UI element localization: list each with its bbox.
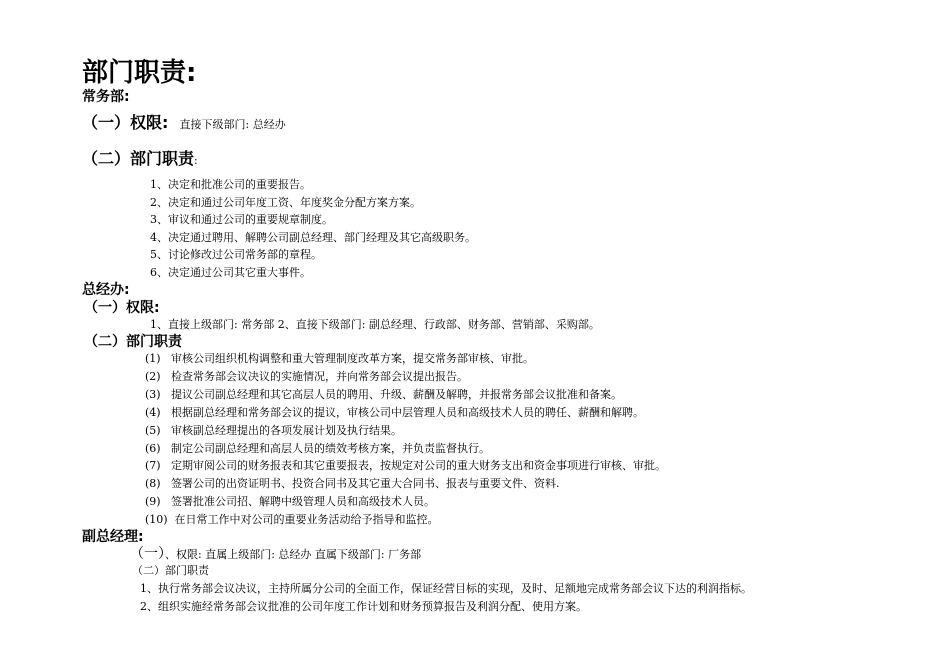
list-item: 1、决定和批准公司的重要报告。 (150, 178, 311, 191)
item-text: 签署批准公司招、解聘中级管理人员和高级技术人员。 (171, 495, 435, 509)
list-item: 1、执行常务部会议决议，主持所属分公司的全面工作，保证经营目标的实现，及时、足额地完成常务部会议下达的利润指标。 (140, 582, 752, 595)
s2-duties-list (145, 350, 666, 529)
list-item (145, 511, 666, 529)
list-item (145, 386, 666, 404)
list-item (145, 422, 666, 440)
s3-duties-list (140, 580, 752, 616)
item-number: (6) (145, 441, 161, 455)
list-item: 2、决定和通过公司年度工资、年度奖金分配方案方案。 (150, 195, 421, 209)
s1-duties-colon: : (194, 154, 198, 167)
s1-duties-list (150, 176, 476, 282)
list-item: 2、组织实施经常务部会议批准的公司年度工作计划和财务预算报告及利润分配、使用方案。 (140, 600, 587, 613)
s2-authority-text: 1、直接上级部门: 常务部 2、直接下级部门: 副总经理、行政部、财务部、营销部、采购部。 (150, 318, 600, 331)
section-heading-fuzongjingli: 副总经理: (82, 529, 144, 545)
list-item (145, 440, 666, 458)
item-number: (7) (145, 459, 161, 473)
s3-authority-paren: （一） (130, 546, 165, 562)
s3-duties-label: （二）部门职责 (132, 564, 209, 577)
list-item (145, 475, 666, 493)
section-heading-zongjingban: 总经办: (82, 282, 130, 298)
list-item (145, 457, 666, 475)
list-item: 5、讨论修改过公司常务部的章程。 (150, 248, 322, 262)
item-text: 根据副总经理和常务部会议的提议，审核公司中层管理人员和高级技术人员的聘任、薪酬和解聘。 (171, 405, 644, 419)
s3-authority-line (130, 543, 421, 563)
item-number: (8) (145, 477, 161, 491)
item-number: (5) (145, 423, 161, 437)
s3-authority-text: 、权限: 直属上级部门: 总经办 直属下级部门: 厂务部 (165, 548, 422, 561)
s1-authority-text: 直接下级部门: 总经办 (179, 118, 286, 131)
item-number: (4) (145, 405, 161, 419)
list-item: 6、决定通过公司其它重大事件。 (150, 265, 311, 279)
item-text: 制定公司副总经理和高层人员的绩效考核方案，并负责监督执行。 (171, 441, 490, 455)
list-item (145, 368, 666, 386)
list-item (145, 493, 666, 511)
s1-authority-label: （一）权限: (82, 113, 169, 132)
s1-authority-line (82, 110, 286, 133)
item-text: 审核公司组织机构调整和重大管理制度改革方案，提交常务部审核、审批。 (171, 352, 534, 365)
s2-duties-label: （二）部门职责 (84, 334, 182, 350)
item-text: 审核副总经理提出的各项发展计划及执行结果。 (171, 423, 402, 437)
list-item: 3、审议和通过公司的重要规章制度。 (150, 213, 333, 227)
list-item: 4、决定通过聘用、解聘公司副总经理、部门经理及其它高级职务。 (150, 230, 476, 244)
s1-duties-label: （二）部门职责 (82, 149, 195, 168)
item-text: 签署公司的出资证明书、投资合同书及其它重大合同书、报表与重要文件、资料. (171, 477, 560, 491)
item-text: 在日常工作中对公司的重要业务活动给予指导和监控。 (171, 513, 439, 527)
s2-authority-label: （一）权限: (84, 300, 160, 316)
item-text: 提议公司副总经理和其它高层人员的聘用、升级、薪酬及解聘，并报常务部会议批准和备案。 (171, 387, 622, 401)
item-number: (2) (145, 369, 161, 383)
section-heading-changwubu: 常务部: (82, 89, 130, 105)
list-item (145, 404, 666, 422)
item-text: 定期审阅公司的财务报表和其它重要报表，按规定对公司的重大财务支出和资金事项进行审核、审批。 (171, 459, 666, 473)
item-number: (10) (145, 513, 168, 527)
item-number: (3) (145, 387, 161, 401)
item-number: (9) (145, 495, 161, 509)
s1-duties-line (82, 146, 198, 169)
item-text: 检查常务部会议决议的实施情况，并向常务部会议提出报告。 (171, 369, 468, 383)
list-item (145, 350, 666, 368)
document-title: 部门职责: (82, 58, 197, 88)
item-number: (1) (145, 352, 161, 365)
